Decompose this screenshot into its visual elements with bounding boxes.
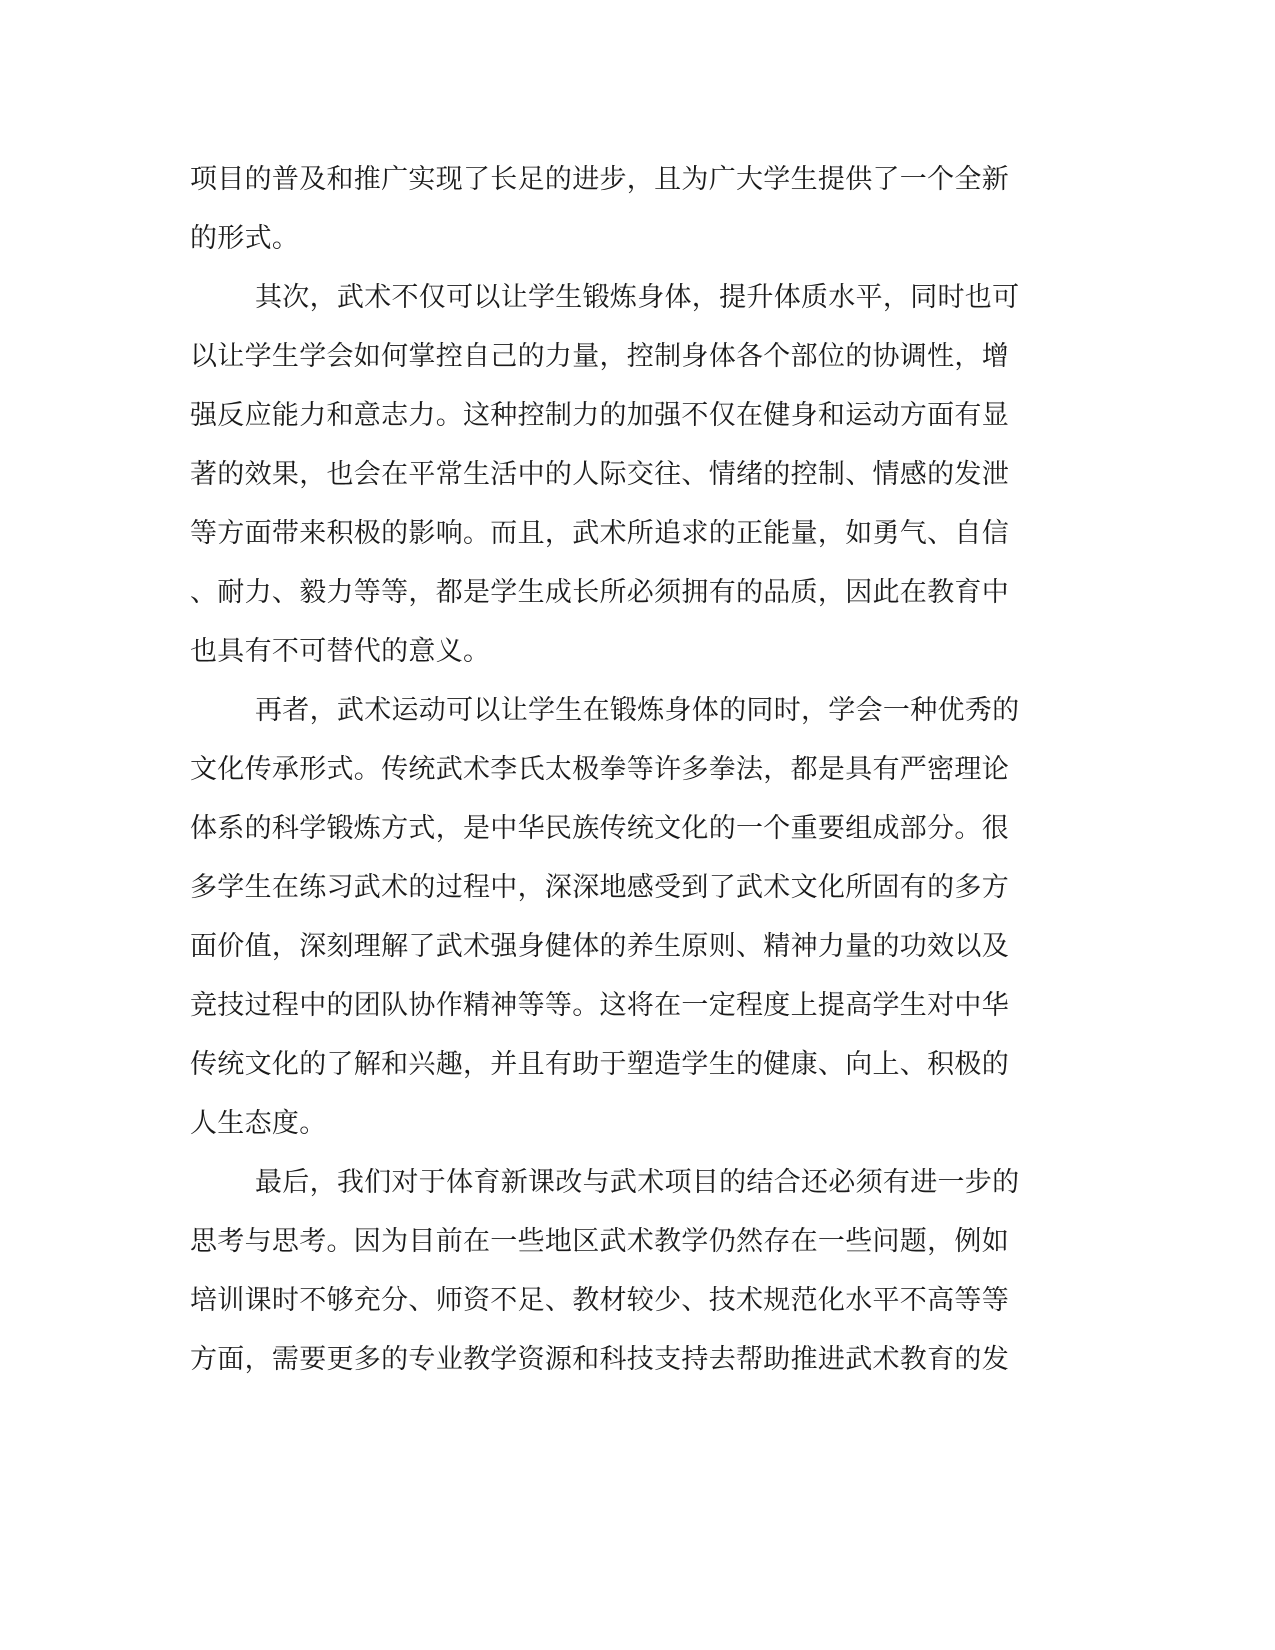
text-line: 传统文化的了解和兴趣，并且有助于塑造学生的健康、向上、积极的 <box>190 1049 1009 1080</box>
text-line: 人生态度。 <box>190 1108 327 1139</box>
text-line: 的形式。 <box>190 223 300 254</box>
text-line: 以让学生学会如何掌控自己的力量，控制身体各个部位的协调性，增 <box>190 341 1009 372</box>
text-line: 培训课时不够充分、师资不足、教材较少、技术规范化水平不高等等 <box>190 1285 1009 1316</box>
text-line: 方面，需要更多的专业教学资源和科技支持去帮助推进武术教育的发 <box>190 1344 1009 1375</box>
text-line: 等方面带来积极的影响。而且，武术所追求的正能量，如勇气、自信 <box>190 518 1009 549</box>
paragraph-first-line: 最后，我们对于体育新课改与武术项目的结合还必须有进一步的 <box>255 1167 1020 1198</box>
text-line: 也具有不可替代的意义。 <box>190 636 491 667</box>
text-line: 多学生在练习武术的过程中，深深地感受到了武术文化所固有的多方 <box>190 872 1009 903</box>
text-line: 面价值，深刻理解了武术强身健体的养生原则、精神力量的功效以及 <box>190 931 1009 962</box>
text-line: 思考与思考。因为目前在一些地区武术教学仍然存在一些问题，例如 <box>190 1226 1009 1257</box>
text-line: 项目的普及和推广实现了长足的进步，且为广大学生提供了一个全新 <box>190 164 1009 195</box>
paragraph-first-line: 再者，武术运动可以让学生在锻炼身体的同时，学会一种优秀的 <box>255 695 1020 726</box>
text-line: 强反应能力和意志力。这种控制力的加强不仅在健身和运动方面有显 <box>190 400 1009 431</box>
text-line: 竞技过程中的团队协作精神等等。这将在一定程度上提高学生对中华 <box>190 990 1009 1021</box>
text-line: 体系的科学锻炼方式，是中华民族传统文化的一个重要组成部分。很 <box>190 813 1009 844</box>
paragraph-first-line: 其次，武术不仅可以让学生锻炼身体，提升体质水平，同时也可 <box>255 282 1020 313</box>
text-line: 、耐力、毅力等等，都是学生成长所必须拥有的品质，因此在教育中 <box>190 577 1009 608</box>
text-line: 著的效果，也会在平常生活中的人际交往、情绪的控制、情感的发泄 <box>190 459 1009 490</box>
text-line: 文化传承形式。传统武术李氏太极拳等许多拳法，都是具有严密理论 <box>190 754 1009 785</box>
